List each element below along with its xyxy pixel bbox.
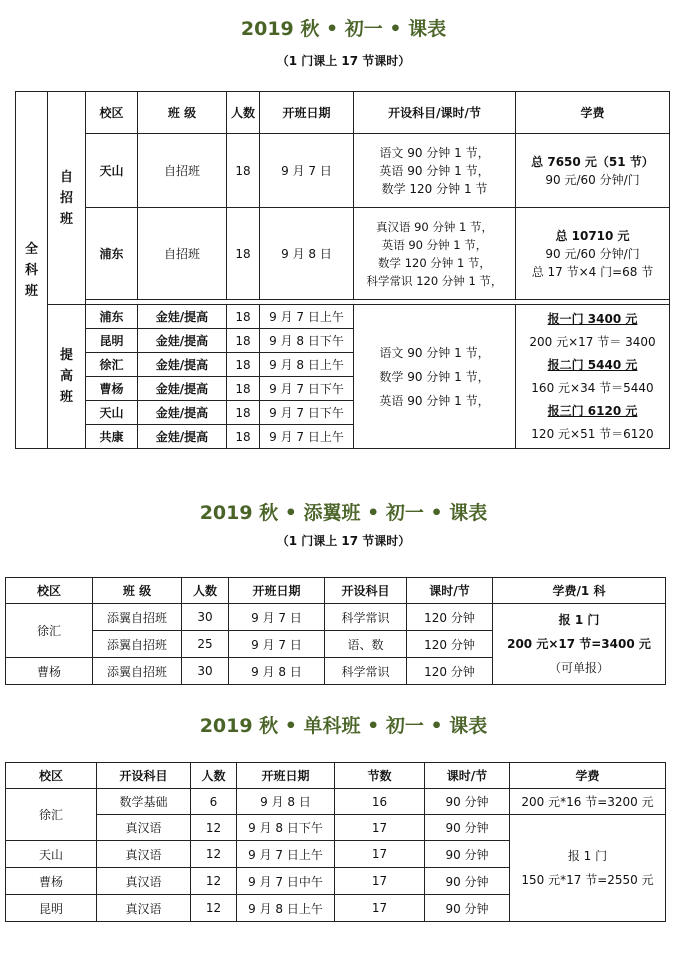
date-cell: 9 月 7 日中午: [237, 868, 335, 895]
lesson-count-cell: 17: [335, 815, 425, 841]
count-cell: 12: [191, 815, 237, 841]
header-campus: 校区: [6, 578, 93, 604]
count-cell: 18: [227, 377, 260, 401]
class-cell: 金娃/提高: [138, 401, 227, 425]
date-cell: 9 月 8 日上午: [260, 353, 354, 377]
class-cell: 添翼自招班: [93, 604, 182, 631]
count-cell: 18: [227, 208, 260, 300]
date-cell: 9 月 8 日: [260, 208, 354, 300]
campus-cell: 曹杨: [6, 868, 97, 895]
fee-cell: 总 10710 元 90 元/60 分钟/门 总 17 节×4 门=68 节: [516, 208, 670, 300]
class-cell: 金娃/提高: [138, 377, 227, 401]
campus-cell: 曹杨: [86, 377, 138, 401]
group-label-tigao: 提 高 班: [48, 305, 86, 449]
date-cell: 9 月 7 日上午: [237, 841, 335, 868]
subjects-cell: 真汉语 90 分钟 1 节， 英语 90 分钟 1 节， 数学 120 分钟 1 节， 科学常识 120 分钟 1 节，: [354, 208, 516, 300]
hours-cell: 90 分钟: [425, 868, 510, 895]
header-hours: 课时/节: [425, 763, 510, 789]
date-cell: 9 月 8 日上午: [237, 895, 335, 922]
count-cell: 12: [191, 841, 237, 868]
count-cell: 30: [182, 658, 229, 685]
header-lesson-count: 节数: [335, 763, 425, 789]
campus-cell: 曹杨: [6, 658, 93, 685]
count-cell: 12: [191, 895, 237, 922]
class-cell: 金娃/提高: [138, 329, 227, 353]
lesson-count-cell: 17: [335, 841, 425, 868]
subject-cell: 真汉语: [97, 841, 191, 868]
schedule-table-tianyi: [5, 577, 666, 685]
group-label-zizhao: 自 招 班: [48, 92, 86, 305]
class-cell: 金娃/提高: [138, 305, 227, 329]
schedule-table-single: [5, 762, 666, 922]
hours-cell: 90 分钟: [425, 895, 510, 922]
table-row: [6, 789, 666, 815]
header-campus: 校区: [86, 92, 138, 134]
campus-cell: 昆明: [86, 329, 138, 353]
subjects-cell: 语文 90 分钟 1 节， 数学 90 分钟 1 节， 英语 90 分钟 1 节，: [354, 305, 516, 449]
class-cell: 金娃/提高: [138, 353, 227, 377]
campus-cell: 浦东: [86, 305, 138, 329]
campus-cell: 天山: [86, 401, 138, 425]
header-fee: 学费/1 科: [493, 578, 666, 604]
header-campus: 校区: [6, 763, 97, 789]
fee-cell: 总 7650 元（51 节） 90 元/60 分钟/门: [516, 134, 670, 208]
date-cell: 9 月 7 日下午: [260, 401, 354, 425]
campus-cell: 共康: [86, 425, 138, 449]
count-cell: 30: [182, 604, 229, 631]
header-count: 人数: [227, 92, 260, 134]
group-label-full: 全 科 班: [16, 92, 48, 449]
hours-cell: 120 分钟: [407, 604, 493, 631]
header-subjects: 开设科目/课时/节: [354, 92, 516, 134]
hours-cell: 120 分钟: [407, 658, 493, 685]
table-row: [16, 305, 670, 329]
campus-cell: 徐汇: [6, 789, 97, 841]
class-cell: 添翼自招班: [93, 631, 182, 658]
lesson-count-cell: 17: [335, 868, 425, 895]
header-fee: 学费: [510, 763, 666, 789]
count-cell: 18: [227, 305, 260, 329]
campus-cell: 浦东: [86, 208, 138, 300]
class-cell: 添翼自招班: [93, 658, 182, 685]
title-table1: 2019 秋 • 初一 • 课表: [240, 18, 447, 40]
table-row: [16, 208, 670, 300]
header-count: 人数: [191, 763, 237, 789]
fee-cell: 报一门 3400 元 200 元×17 节＝ 3400 报二门 5440 元 160 元×34 节＝5440 报三门 6120 元 120 元×51 节＝6120: [516, 305, 670, 449]
date-cell: 9 月 8 日: [229, 658, 325, 685]
lesson-count-cell: 16: [335, 789, 425, 815]
subject-cell: 真汉语: [97, 868, 191, 895]
header-start-date: 开班日期: [229, 578, 325, 604]
date-cell: 9 月 7 日下午: [260, 377, 354, 401]
date-cell: 9 月 7 日: [229, 631, 325, 658]
header-class: 班 级: [138, 92, 227, 134]
count-cell: 18: [227, 329, 260, 353]
header-fee: 学费: [516, 92, 670, 134]
count-cell: 18: [227, 353, 260, 377]
hours-cell: 90 分钟: [425, 841, 510, 868]
header-start-date: 开班日期: [260, 92, 354, 134]
header-hours: 课时/节: [407, 578, 493, 604]
count-cell: 18: [227, 401, 260, 425]
campus-cell: 徐汇: [6, 604, 93, 658]
date-cell: 9 月 8 日下午: [260, 329, 354, 353]
date-cell: 9 月 8 日下午: [237, 815, 335, 841]
header-class: 班 级: [93, 578, 182, 604]
campus-cell: 徐汇: [86, 353, 138, 377]
count-cell: 12: [191, 868, 237, 895]
hours-cell: 90 分钟: [425, 815, 510, 841]
subject-cell: 语、数: [325, 631, 407, 658]
count-cell: 18: [227, 425, 260, 449]
title-table3: 2019 秋 • 单科班 • 初一 • 课表: [199, 715, 488, 737]
count-cell: 25: [182, 631, 229, 658]
fee-cell: 报 1 门 150 元*17 节=2550 元: [510, 815, 666, 922]
subject-cell: 数学基础: [97, 789, 191, 815]
hours-cell: 120 分钟: [407, 631, 493, 658]
schedule-table-full: [15, 91, 670, 449]
header-count: 人数: [182, 578, 229, 604]
fee-cell: 报 1 门 200 元×17 节=3400 元 （可单报）: [493, 604, 666, 685]
campus-cell: 天山: [86, 134, 138, 208]
count-cell: 6: [191, 789, 237, 815]
subject-cell: 科学常识: [325, 604, 407, 631]
subject-cell: 真汉语: [97, 815, 191, 841]
date-cell: 9 月 7 日: [229, 604, 325, 631]
title-table2: 2019 秋 • 添翼班 • 初一 • 课表: [199, 502, 488, 524]
lesson-count-cell: 17: [335, 895, 425, 922]
subtitle-table2: （1 门课上 17 节课时）: [276, 534, 411, 548]
table-row: [16, 134, 670, 208]
table-row: [6, 815, 666, 841]
subtitle-table1: （1 门课上 17 节课时）: [276, 54, 411, 68]
table-row: [6, 604, 666, 631]
header-subject: 开设科目: [97, 763, 191, 789]
campus-cell: 昆明: [6, 895, 97, 922]
campus-cell: 天山: [6, 841, 97, 868]
header-subject: 开设科目: [325, 578, 407, 604]
date-cell: 9 月 7 日上午: [260, 305, 354, 329]
subjects-cell: 语文 90 分钟 1 节， 英语 90 分钟 1 节， 数学 120 分钟 1 节: [354, 134, 516, 208]
hours-cell: 90 分钟: [425, 789, 510, 815]
class-cell: 自招班: [138, 134, 227, 208]
subject-cell: 真汉语: [97, 895, 191, 922]
subject-cell: 科学常识: [325, 658, 407, 685]
date-cell: 9 月 7 日上午: [260, 425, 354, 449]
fee-cell: 200 元*16 节=3200 元: [510, 789, 666, 815]
header-start-date: 开班日期: [237, 763, 335, 789]
count-cell: 18: [227, 134, 260, 208]
date-cell: 9 月 7 日: [260, 134, 354, 208]
class-cell: 自招班: [138, 208, 227, 300]
class-cell: 金娃/提高: [138, 425, 227, 449]
date-cell: 9 月 8 日: [237, 789, 335, 815]
